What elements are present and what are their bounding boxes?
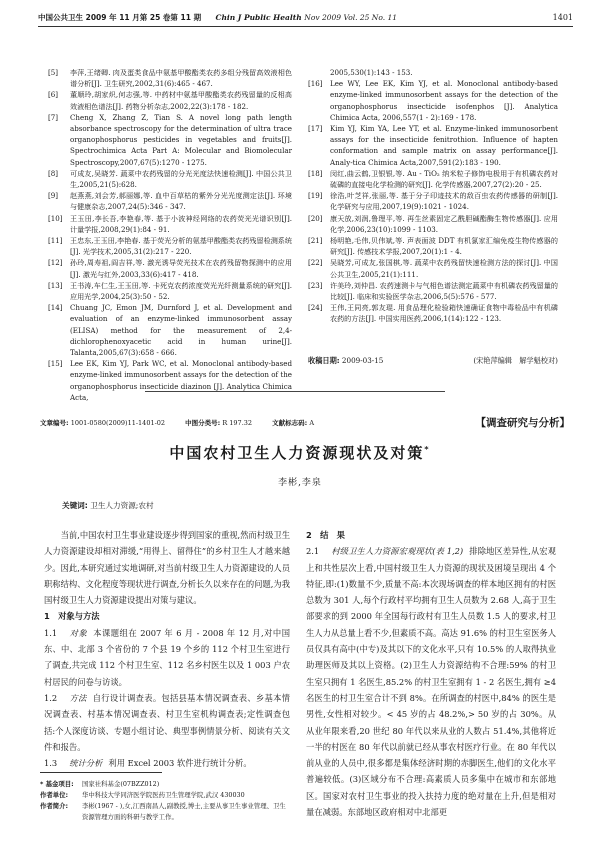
subsection-2-1 [306,543,556,820]
article-divider [145,391,445,392]
reference-item [48,89,292,111]
reference-number: [15] [48,359,63,369]
reference-text: 赵燕燕,刘会芳,郝丽娜,等. 血中百草枯的紫外分光光度测定法[J]. 环境与健康杂志,2007,24(5):346 - 347. [70,191,292,212]
article-title-text: 中国农村卫生人力资源现状及对策 [169,444,425,462]
journal-issue-en: Nov 2009 Vol. 25 No. 11 [304,13,398,22]
keywords-value: 卫生人力资源;农村 [90,501,154,510]
subsection-text: 利用 Excel 2003 软件进行统计分析。 [108,758,252,769]
funding-mark: * [424,445,431,454]
reference-number: [16] [308,79,323,89]
reference-text: 2005,530(1):143 - 153. [330,68,413,77]
reference-text: 康天放,刘润,鲁理平,等. 再生丝素固定乙酰胆碱酯酶生物传感器[J]. 应用化学,2006,23(10):1099 - 1103. [330,213,558,234]
reference-number: [8] [48,168,59,178]
document-code [272,419,314,427]
keywords [62,500,154,511]
reference-item [308,123,558,168]
section-tag: 【调查研究与分析】 [475,417,570,429]
editor-credits: (宋艳萍编辑 解学魁校对) [473,356,558,365]
article-meta-line [40,418,570,427]
subsection-1-1 [44,625,290,690]
reference-text: Kim YJ, Kim YA, Lee YT, et al. Enzyme-linked immunosorbent assays for the insecticide fenitrothion. Influence of hapten conformation and sample matrix on assay performance[J]. Analy-tica Chimica Acta,2007,591(2):183 - 190. [330,124,558,167]
reference-text: Cheng X, Zhang Z, Tian S. A novel long path length absorbance spectroscopy for the determination of ultra trace organophosphorus pesticides in vegetables and fruits[J]. Spectrochimica Acta Part A: Molecular and Biomolecular Spectroscopy,2007,67(5):1270 - 1275. [70,112,292,167]
journal-title-en: Chin J Public Health [215,13,302,22]
article-authors: 李彬,李泉 [278,478,322,488]
subsection-title: 统计分析 [69,758,103,769]
reference-number: [21] [308,236,323,246]
article-number-value: 1001-0580(2009)11-1401-02 [70,419,166,427]
reference-item [48,213,292,235]
footnote-author-bio [40,801,290,823]
received-date: 2009-03-15 [341,356,384,365]
references-right-column [308,67,558,325]
subsection-number: 2.1 [306,546,320,557]
body-left-column [44,527,290,771]
footnote-label: 作者单位: [40,791,69,799]
reference-item [308,280,558,302]
reference-number: [10] [48,213,63,223]
footnote-label: 作者简介: [40,802,69,810]
subsection-1-2 [44,690,290,755]
document-code-value: A [309,419,315,427]
body-right-column [306,527,556,820]
reference-number: [12] [48,258,63,268]
reference-number: [22] [308,258,323,268]
reference-number: [19] [308,191,323,201]
subsection-text: 自行设计调查表。包括县基本情况调查表、乡基本情况调查表、村基本情况调查表、村卫生室机构调查表;定性调查包括:个人深度访谈、专题小组讨论、典型事例情景分析、阅读有关文件和报告。 [44,692,290,752]
subsection-1-3 [44,755,290,771]
reference-number: [9] [48,191,59,201]
reference-number: [5] [48,68,59,77]
subsection-title: 方法 [69,692,87,703]
reference-item [308,78,558,123]
reference-text: Lee WY, Lee EK, Kim YJ, et al. Monoclonal antibody-based enzyme-linked immunosorbent assays for the detection of the organophosphorus insecticide isofenphos [J]. Analytica Chimica Acta, 2006,557(1 - 2):169 - 178. [330,79,558,122]
footnote-label: * 基金项目: [40,780,74,788]
reference-text: 孙玲,周寿祖,阎吉祥,等. 激光诱导荧光技术在农药残留物探测中的应用[J]. 激光与红外,2003,33(6):417 - 418. [70,258,292,279]
reference-item [48,112,292,168]
clc-number [185,419,252,427]
subsection-title: 对象 [69,627,88,638]
footnote-text: 国家社科基金(07BZZ012) [82,780,160,788]
reference-item [308,235,558,257]
subsection-text: 排除地区差异性,从宏观上和共性层次上看,中国村级卫生人力资源的现状及困境呈现出 4 个特征,即:(1)数量不少,质量不高:本次现场调查的样本地区拥有的村医总数为 301 人,每个行政村平均拥有卫生人员数为 2.68 人,高于卫生部要求的到 2000 年全国每行政村有卫生人员数 1.5 人的要求,村卫生人力从总量上看不少,但素质不高。高达 91.6% 的村卫生室医务人员仅具有高中(中专)及其以下的文化水平,只有 10.5% 的人取得执业助理医师及其以上资格。(2)卫生人力资源结构不合理:59% 的村卫生室只拥有 1 名医生,85.2% 的村卫生室拥有 1 - 2 名医生,拥有 ≥4 名医生的村卫生室合计不到 8%。在所调查的村医中,84% 的医生是男性,女性相对较少。< 45 岁的占 48.2%,> 50 岁的占 30%。从从业年限来看,20 世纪 80 年代以来从业的人数占 51.4%,其他将近一半的村医在 80 年代以前就已经从事农村医疗行业。在 80 年代以前从业的人员中,很多都是集体经济时期的赤脚医生,他们的文化水平普遍较低。(3)区域分布不合理:高素质人员多集中在城市和东部地区。国家对农村卫生事业的投入扶持力度的绝对量在上升,但是相对量在减弱。东部地区政府相对中北部更 [306,546,557,818]
reference-continuation [308,67,558,78]
reference-item [48,358,292,403]
reference-text: 可成友,吴晓芳. 蔬菜中农药残留的分光光度法快速检测[J]. 中国公共卫生,2005,21(5):628. [70,168,292,190]
intro-paragraph: 当前,中国农村卫生事业建设逐步得到国家的重视,然而村级卫生人力资源建设却相对滞缓,“用得上、留得住”的乡村卫生人才越来越少。因此,本研究通过实地调研,对当前村级卫生人力资源建设的人员职称结构、文化程度等现状进行调查,分析长久以来存在的问题,为我国村级卫生人力资源建设提出对策与建议。 [44,530,290,606]
reference-item [48,280,292,302]
keywords-label: 关键词: [62,501,88,510]
reference-text: 杨明艳,毛伟,贝伟斌,等. 声表面波 DDT 有机氯家汇编免疫生物传感器的研究[J]. 传感技术学报,2007,20(1):1 - 4. [330,236,558,257]
running-header [38,12,573,27]
article-title [0,442,600,463]
reference-text: 王伟,王同亮,郭友琨. 用食品理化检验箱快速确证食物中毒检品中有机磷农药的方法[J]. 中国实用医药,2006,1(14):122 - 123. [330,303,558,324]
footnote-text: 华中科技大学同济医学院医药卫生管理学院,武汉 430030 [82,791,245,799]
reference-item [308,168,558,190]
footnote-text: 李彬(1967 - ),女,江西南昌人,副教授,博士,主要从事卫生事业管理、卫生资源管理方面的科研与教学工作。 [82,802,286,821]
received-label: 收稿日期: [308,356,340,365]
reference-item [48,190,292,212]
reference-number: [20] [308,213,323,223]
reference-text: 王忠东,王玉田,李艳春. 基于荧光分析的氨基甲酸酯类农药残留检测系统[J]. 光学技术,2005,31(2):217 - 220. [70,236,292,257]
reference-text: 董顺玲,胡家炽,何志强,等. 中药材中氨基甲酸酯类农药残留量的反相高效液相色谱法[J]. 药物分析杂志,2002,22(3):178 - 182. [70,90,292,111]
footnote-rule [40,772,162,773]
section-heading-methods: 1 对象与方法 [44,611,100,622]
reference-text: 李萍,王绪卿. 肉及蛋类食品中氨基甲酸酯类农药多组分残留高效液相色谱分析[J]. 卫生研究,2002,31(6):465 - 467. [70,68,292,89]
footnote-affiliation [40,790,290,801]
reference-item [308,302,558,324]
reference-item [308,257,558,279]
subsection-number: 1.2 [44,692,58,703]
article-number [40,419,165,427]
reference-text: 许美玲,刘仲昌. 农药速测卡与气相色谱法测定蔬菜中有机磷农药残留量的比较[J]. 临床和实验医学杂志,2006,5(5):576 - 577. [330,280,558,302]
subsection-number: 1.1 [44,627,58,638]
section-heading-results: 2 结 果 [306,530,345,540]
journal-name-en [215,13,397,22]
journal-name-cn: 中国公共卫生 2009 年 11 月第 25 卷第 11 期 [38,13,202,22]
clc-label: 中图分类号: [185,419,221,427]
reference-number: [23] [308,280,323,290]
received-date-line [308,356,558,366]
reference-text: Chuang JC, Emon JM, Durnford J, et al. Development and evaluation of an enzyme-linked immunosorbent assay (ELISA) method for the measurement of 2,4-dichlorophenoxyacetic acid in human urine[J]. Talanta,2005,67(3):658 - 666. [70,303,292,358]
reference-item [308,213,558,235]
document-code-label: 文献标志码: [272,419,308,427]
reference-number: [6] [48,90,59,100]
reference-number: [18] [308,168,323,178]
reference-number: [17] [308,124,323,134]
reference-item [48,302,292,358]
references-left-column [48,67,292,403]
reference-text: 吴晓芳,可成友,张国棋,等. 蔬菜中农药残留快速检测方法的探讨[J]. 中国公共卫生,2005,21(1):111. [330,258,558,279]
reference-text: 徐浩,叶芝祥,张丽,等. 基于分子印迹技术的敌百虫农药传感器的研制[J]. 化学研究与应用,2007,19(9):1021 - 1024. [330,191,558,212]
reference-text: 王玉田,李长吾,李艳春,等. 基于小波神经网络的农药荧光光谱识别[J]. 计量学报,2008,29(1):84 - 91. [70,213,292,234]
reference-item [308,190,558,212]
reference-item [48,67,292,89]
footnote-funding [40,779,290,790]
reference-item [48,257,292,279]
reference-item [48,168,292,190]
reference-number: [11] [48,236,63,246]
reference-text: Lee EK, Kim YJ, Park WC, et al. Monoclonal antibody-based enzyme-linked immunosorbent assays for the detection of the organophosphorus insecticide diazinon [J]. Analytica Chimica Acta, [70,359,292,402]
clc-value: R 197.32 [222,419,253,427]
reference-text: 王书涛,车仁生,王玉田,等. 卡死克农药浓度荧光光纤测量系统的研究[J]. 应用光学,2004,25(3):50 - 52. [70,280,292,302]
footnotes [40,779,290,823]
reference-number: [14] [48,303,63,313]
subsection-text: 本课题组在 2007 年 6 月 - 2008 年 12 月,对中国东、中、北部 3 个省份的 7 个县 19 个乡的 112 个村卫生室进行了调查,共完成 112 个村卫生室、112 名乡村医生以及 1 003 户农村居民的问卷与访谈。 [44,627,290,687]
reference-number: [13] [48,280,63,290]
reference-number: [7] [48,112,59,122]
page-number: 1401 [552,13,573,22]
subsection-title: 村级卫生人力资源宏观现状(表 1,2) [331,546,464,557]
reference-number: [24] [308,303,323,313]
article-number-label: 文章编号: [40,419,69,427]
subsection-number: 1.3 [44,758,58,769]
reference-item [48,235,292,257]
reference-text: 闵红,曲云鹤,卫银银,等. Au - TiO₂ 纳米粒子修饰电极用于有机磷农药对硫磷的直接电化学检测的研究[J]. 化学传感器,2007,27(2):20 - 25. [330,168,558,190]
